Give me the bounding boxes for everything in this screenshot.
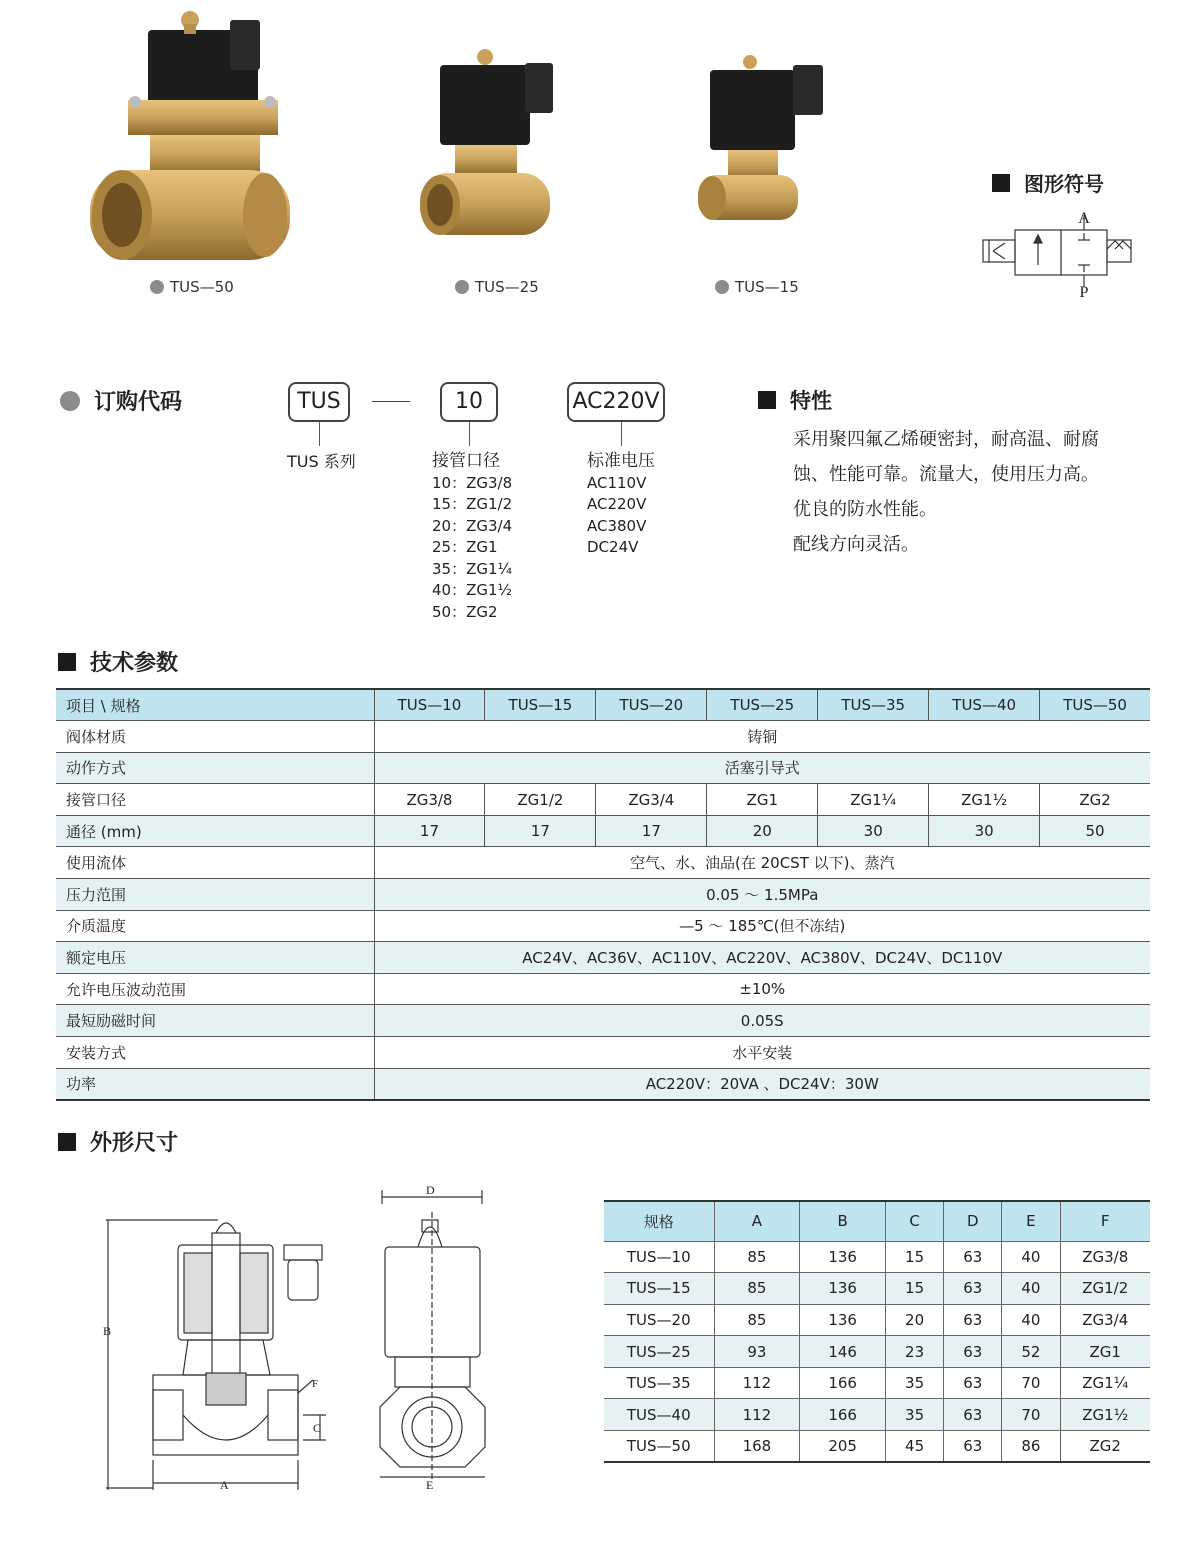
table-row — [604, 1304, 1150, 1336]
cell: TUS—40 — [604, 1399, 714, 1431]
cell: ZG1¼ — [1060, 1367, 1150, 1399]
size-item: 10：ZG3/8 — [432, 473, 513, 492]
cell: 136 — [800, 1273, 886, 1305]
table-row — [56, 1005, 1150, 1037]
side-drawing — [370, 1182, 490, 1492]
table-header-row — [604, 1201, 1150, 1241]
heading-square-icon — [58, 1133, 76, 1151]
feature-line: 蚀、性能可靠。流量大，使用压力高。 — [793, 464, 1099, 485]
cell: ZG3/8 — [1060, 1241, 1150, 1273]
cell: 35 — [886, 1367, 944, 1399]
size-item: 20：ZG3/4 — [432, 516, 513, 535]
code-leader-line — [621, 422, 622, 446]
header-cell: 项目 \ 规格 — [56, 689, 374, 721]
row-value: 0.05 ～ 1.5MPa — [374, 879, 1150, 911]
table-row — [56, 784, 1150, 816]
cell: TUS—10 — [604, 1241, 714, 1273]
cell: 166 — [800, 1399, 886, 1431]
cell: 85 — [714, 1241, 800, 1273]
heading-square-icon — [992, 174, 1010, 192]
table-row — [56, 847, 1150, 879]
row-value: 活塞引导式 — [374, 752, 1150, 784]
cell: ZG3/4 — [596, 784, 707, 816]
cell: 136 — [800, 1241, 886, 1273]
symbol-heading: 图形符号 — [992, 168, 1104, 197]
heading-square-icon — [58, 653, 76, 671]
heading-square-icon — [758, 391, 776, 409]
table-row — [604, 1367, 1150, 1399]
header-cell: D — [944, 1201, 1002, 1241]
cell: 15 — [886, 1273, 944, 1305]
cell: 166 — [800, 1367, 886, 1399]
header-cell: F — [1060, 1201, 1150, 1241]
bullet-dot-icon — [150, 280, 164, 294]
cell: 20 — [886, 1304, 944, 1336]
header-cell: E — [1002, 1201, 1060, 1241]
code-leader-line — [469, 422, 470, 446]
valve-graphic-symbol — [975, 205, 1140, 300]
cell: 30 — [929, 815, 1040, 847]
cell: 30 — [818, 815, 929, 847]
port-a-label: A — [1078, 210, 1090, 227]
cell: 40 — [1002, 1304, 1060, 1336]
cell: 205 — [800, 1431, 886, 1463]
cell: ZG1 — [1060, 1336, 1150, 1368]
row-label: 接管口径 — [56, 784, 374, 816]
row-label: 额定电压 — [56, 942, 374, 974]
dims-table — [604, 1200, 1150, 1463]
table-row — [56, 879, 1150, 911]
cell: 45 — [886, 1431, 944, 1463]
dim-label-a: A — [220, 1478, 229, 1492]
section-drawing-front — [98, 1205, 328, 1495]
cell: ZG1½ — [929, 784, 1040, 816]
header-cell: A — [714, 1201, 800, 1241]
cell: 17 — [374, 815, 485, 847]
cell: 40 — [1002, 1273, 1060, 1305]
product-caption-tus15: TUS—15 — [715, 278, 799, 296]
cell: TUS—20 — [604, 1304, 714, 1336]
feature-line: 采用聚四氟乙烯硬密封，耐高温、耐腐 — [793, 429, 1099, 450]
row-value: —5 ～ 185℃(但不冻结) — [374, 910, 1150, 942]
cell: ZG2 — [1040, 784, 1150, 816]
size-item: 15：ZG1/2 — [432, 495, 513, 513]
cell: 63 — [944, 1241, 1002, 1273]
cell: 17 — [485, 815, 596, 847]
cell: ZG1½ — [1060, 1399, 1150, 1431]
port-p-label: P — [1079, 284, 1089, 300]
cell: 136 — [800, 1304, 886, 1336]
dims-heading: 外形尺寸 — [58, 1126, 178, 1157]
header-cell: TUS—40 — [929, 689, 1040, 721]
dim-label-d: D — [426, 1183, 435, 1197]
cell: 35 — [886, 1399, 944, 1431]
header-cell: TUS—20 — [596, 689, 707, 721]
row-value: AC24V、AC36V、AC110V、AC220V、AC380V、DC24V、DC110V — [374, 942, 1150, 974]
features-heading: 特性 — [758, 385, 832, 415]
cell: ZG3/8 — [374, 784, 485, 816]
dim-label-c: C — [313, 1421, 322, 1435]
voltage-item: AC380V — [587, 516, 647, 535]
cell: 23 — [886, 1336, 944, 1368]
row-label: 压力范围 — [56, 879, 374, 911]
bullet-dot-icon — [455, 280, 469, 294]
feature-line: 优良的防水性能。 — [793, 499, 937, 520]
cell: ZG1/2 — [1060, 1273, 1150, 1305]
dim-label-b: B — [103, 1324, 112, 1338]
table-row — [56, 752, 1150, 784]
cell: ZG1/2 — [485, 784, 596, 816]
header-cell: TUS—25 — [707, 689, 818, 721]
row-value: 水平安装 — [374, 1037, 1150, 1069]
spec-heading: 技术参数 — [58, 646, 178, 677]
cell: 63 — [944, 1431, 1002, 1463]
header-cell: B — [800, 1201, 886, 1241]
cell: 112 — [714, 1399, 800, 1431]
voltage-item: AC220V — [587, 495, 647, 513]
cell: 52 — [1002, 1336, 1060, 1368]
spec-table — [56, 688, 1150, 1101]
cell: TUS—35 — [604, 1367, 714, 1399]
size-item: 40：ZG1½ — [432, 581, 513, 599]
cell: 20 — [707, 815, 818, 847]
size-item: 50：ZG2 — [432, 602, 498, 621]
code-box-series: TUS — [288, 382, 350, 422]
voltage-item: AC110V — [587, 473, 647, 492]
header-cell: C — [886, 1201, 944, 1241]
table-row — [56, 910, 1150, 942]
table-row — [56, 721, 1150, 753]
product-caption-tus25: TUS—25 — [455, 278, 539, 296]
feature-line: 配线方向灵活。 — [793, 534, 919, 555]
valve-photo-tus25 — [410, 45, 560, 250]
cell: 17 — [596, 815, 707, 847]
row-label: 介质温度 — [56, 910, 374, 942]
size-item: 35：ZG1¼ — [432, 559, 513, 578]
cell: 50 — [1040, 815, 1150, 847]
cell: 85 — [714, 1273, 800, 1305]
code-box-size: 10 — [440, 382, 498, 422]
header-cell: TUS—15 — [485, 689, 596, 721]
header-cell: TUS—35 — [818, 689, 929, 721]
valve-photo-tus50 — [80, 10, 300, 270]
cell: 168 — [714, 1431, 800, 1463]
heading-dot-icon — [60, 391, 80, 411]
table-row — [604, 1431, 1150, 1463]
cell: 86 — [1002, 1431, 1060, 1463]
code-connector-line — [372, 401, 410, 402]
size-list-title: 接管口径 — [432, 451, 500, 471]
size-item: 25：ZG1 — [432, 538, 498, 556]
table-row — [604, 1336, 1150, 1368]
row-label: 阀体材质 — [56, 721, 374, 753]
table-row — [56, 942, 1150, 974]
cell: 70 — [1002, 1399, 1060, 1431]
code-leader-line — [319, 422, 320, 446]
row-label: 功率 — [56, 1068, 374, 1100]
row-label: 动作方式 — [56, 752, 374, 784]
product-caption-tus50: TUS—50 — [150, 278, 234, 296]
dim-label-e: E — [426, 1478, 434, 1492]
cell: TUS—25 — [604, 1336, 714, 1368]
cell: TUS—50 — [604, 1431, 714, 1463]
table-row — [604, 1273, 1150, 1305]
cell: 63 — [944, 1399, 1002, 1431]
header-cell: TUS—50 — [1040, 689, 1150, 721]
cell: 70 — [1002, 1367, 1060, 1399]
cell: 63 — [944, 1336, 1002, 1368]
table-row — [56, 973, 1150, 1005]
cell: 15 — [886, 1241, 944, 1273]
cell: ZG1¼ — [818, 784, 929, 816]
row-value: 0.05S — [374, 1005, 1150, 1037]
row-value: 空气、水、油品(在 20CST 以下)、蒸汽 — [374, 847, 1150, 879]
header-cell: TUS—10 — [374, 689, 485, 721]
table-header-row — [56, 689, 1150, 721]
order-code-heading: 订购代码 — [60, 385, 182, 416]
code-box-voltage: AC220V — [567, 382, 665, 422]
cell: 40 — [1002, 1241, 1060, 1273]
row-label: 允许电压波动范围 — [56, 973, 374, 1005]
table-row — [56, 1068, 1150, 1100]
voltage-list — [587, 451, 655, 559]
cell: TUS—15 — [604, 1273, 714, 1305]
cell: 85 — [714, 1304, 800, 1336]
features-text — [793, 422, 1099, 562]
row-label: 使用流体 — [56, 847, 374, 879]
row-label: 通径 (mm) — [56, 815, 374, 847]
cell: ZG2 — [1060, 1431, 1150, 1463]
row-label: 最短励磁时间 — [56, 1005, 374, 1037]
cell: 112 — [714, 1367, 800, 1399]
cell: ZG1 — [707, 784, 818, 816]
cell: ZG3/4 — [1060, 1304, 1150, 1336]
cell: 146 — [800, 1336, 886, 1368]
bullet-dot-icon — [715, 280, 729, 294]
table-row — [604, 1399, 1150, 1431]
series-label: TUS 系列 — [287, 452, 356, 471]
table-row — [604, 1241, 1150, 1273]
valve-photo-tus15 — [690, 50, 830, 230]
row-value: AC220V：20VA 、DC24V：30W — [374, 1068, 1150, 1100]
row-value: ±10% — [374, 973, 1150, 1005]
table-row — [56, 815, 1150, 847]
cell: 93 — [714, 1336, 800, 1368]
size-list — [432, 451, 512, 623]
row-label: 安装方式 — [56, 1037, 374, 1069]
voltage-list-title: 标准电压 — [587, 451, 655, 471]
voltage-item: DC24V — [587, 538, 639, 556]
cell: 63 — [944, 1304, 1002, 1336]
cell: 63 — [944, 1273, 1002, 1305]
table-row — [56, 1037, 1150, 1069]
row-value: 铸铜 — [374, 721, 1150, 753]
dim-label-f: F — [312, 1378, 319, 1390]
cell: 63 — [944, 1367, 1002, 1399]
header-cell: 规格 — [604, 1201, 714, 1241]
